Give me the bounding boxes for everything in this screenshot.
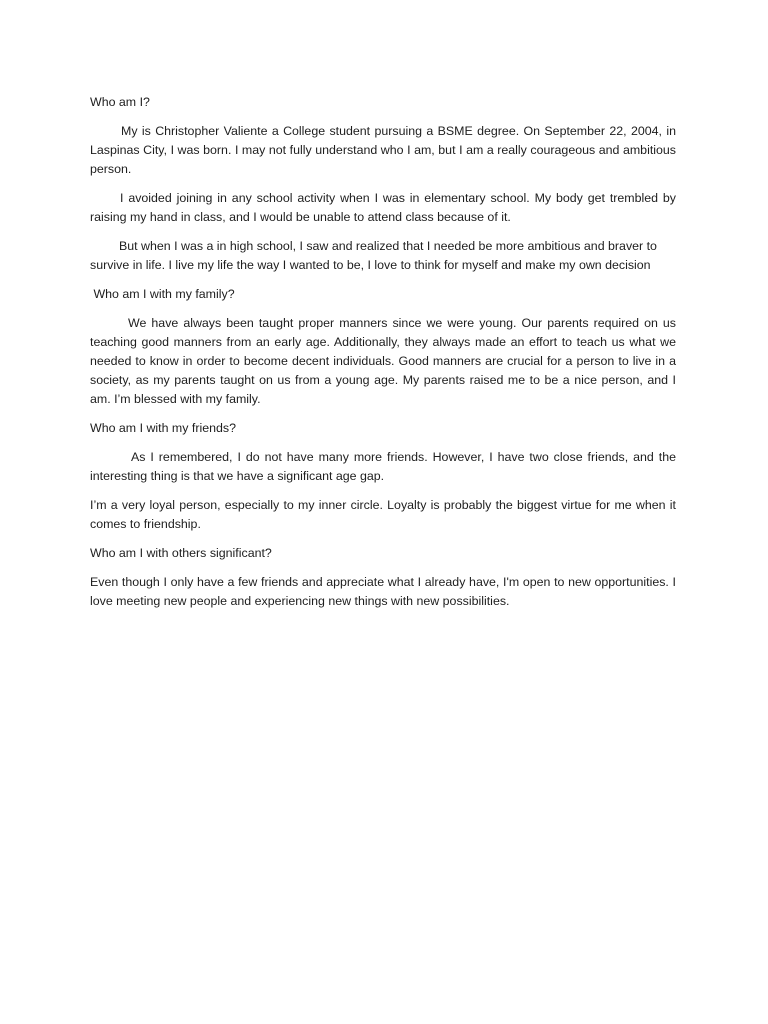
- paragraph-family: We have always been taught proper manners since we were young. Our parents required on us teaching good manners from an early age. Additionally, they always made an effort to teach us what we needed to know in order to become decent individuals. Good manners are crucial for a person to live in a society, as my parents taught on us from a young age. My parents raised me to be a nice person, and I am. I’m blessed with my family.: [90, 316, 676, 406]
- paragraph-high-school: But when I was a in high school, I saw and realized that I needed be more ambitious and braver to survive in life. I live my life the way I wanted to be, I love to think for myself and make my own decision: [90, 239, 657, 272]
- paragraph-introduction: My is Christopher Valiente a College student pursuing a BSME degree. On September 22, 2004, in Laspinas City, I was born. I may not fully understand who I am, but I am a really courageous and ambitious person.: [90, 124, 676, 176]
- heading-who-am-i: Who am I?: [90, 95, 150, 109]
- paragraph-loyalty: I’m a very loyal person, especially to my inner circle. Loyalty is probably the biggest virtue for me when it comes to friendship.: [90, 498, 676, 531]
- paragraph-friends-age-gap: As I remembered, I do not have many more friends. However, I have two close friends, and the interesting thing is that we have a significant age gap.: [90, 450, 676, 483]
- heading-friends: Who am I with my friends?: [90, 421, 236, 435]
- heading-others-significant: Who am I with others significant?: [90, 546, 272, 560]
- paragraph-new-opportunities: Even though I only have a few friends and appreciate what I already have, I'm open to new opportunities. I love meeting new people and experiencing new things with new possibilities.: [90, 575, 676, 608]
- document-body: [90, 93, 676, 621]
- heading-family: Who am I with my family?: [90, 287, 235, 301]
- paragraph-elementary-school: I avoided joining in any school activity when I was in elementary school. My body get trembled by raising my hand in class, and I would be unable to attend class because of it.: [90, 191, 676, 224]
